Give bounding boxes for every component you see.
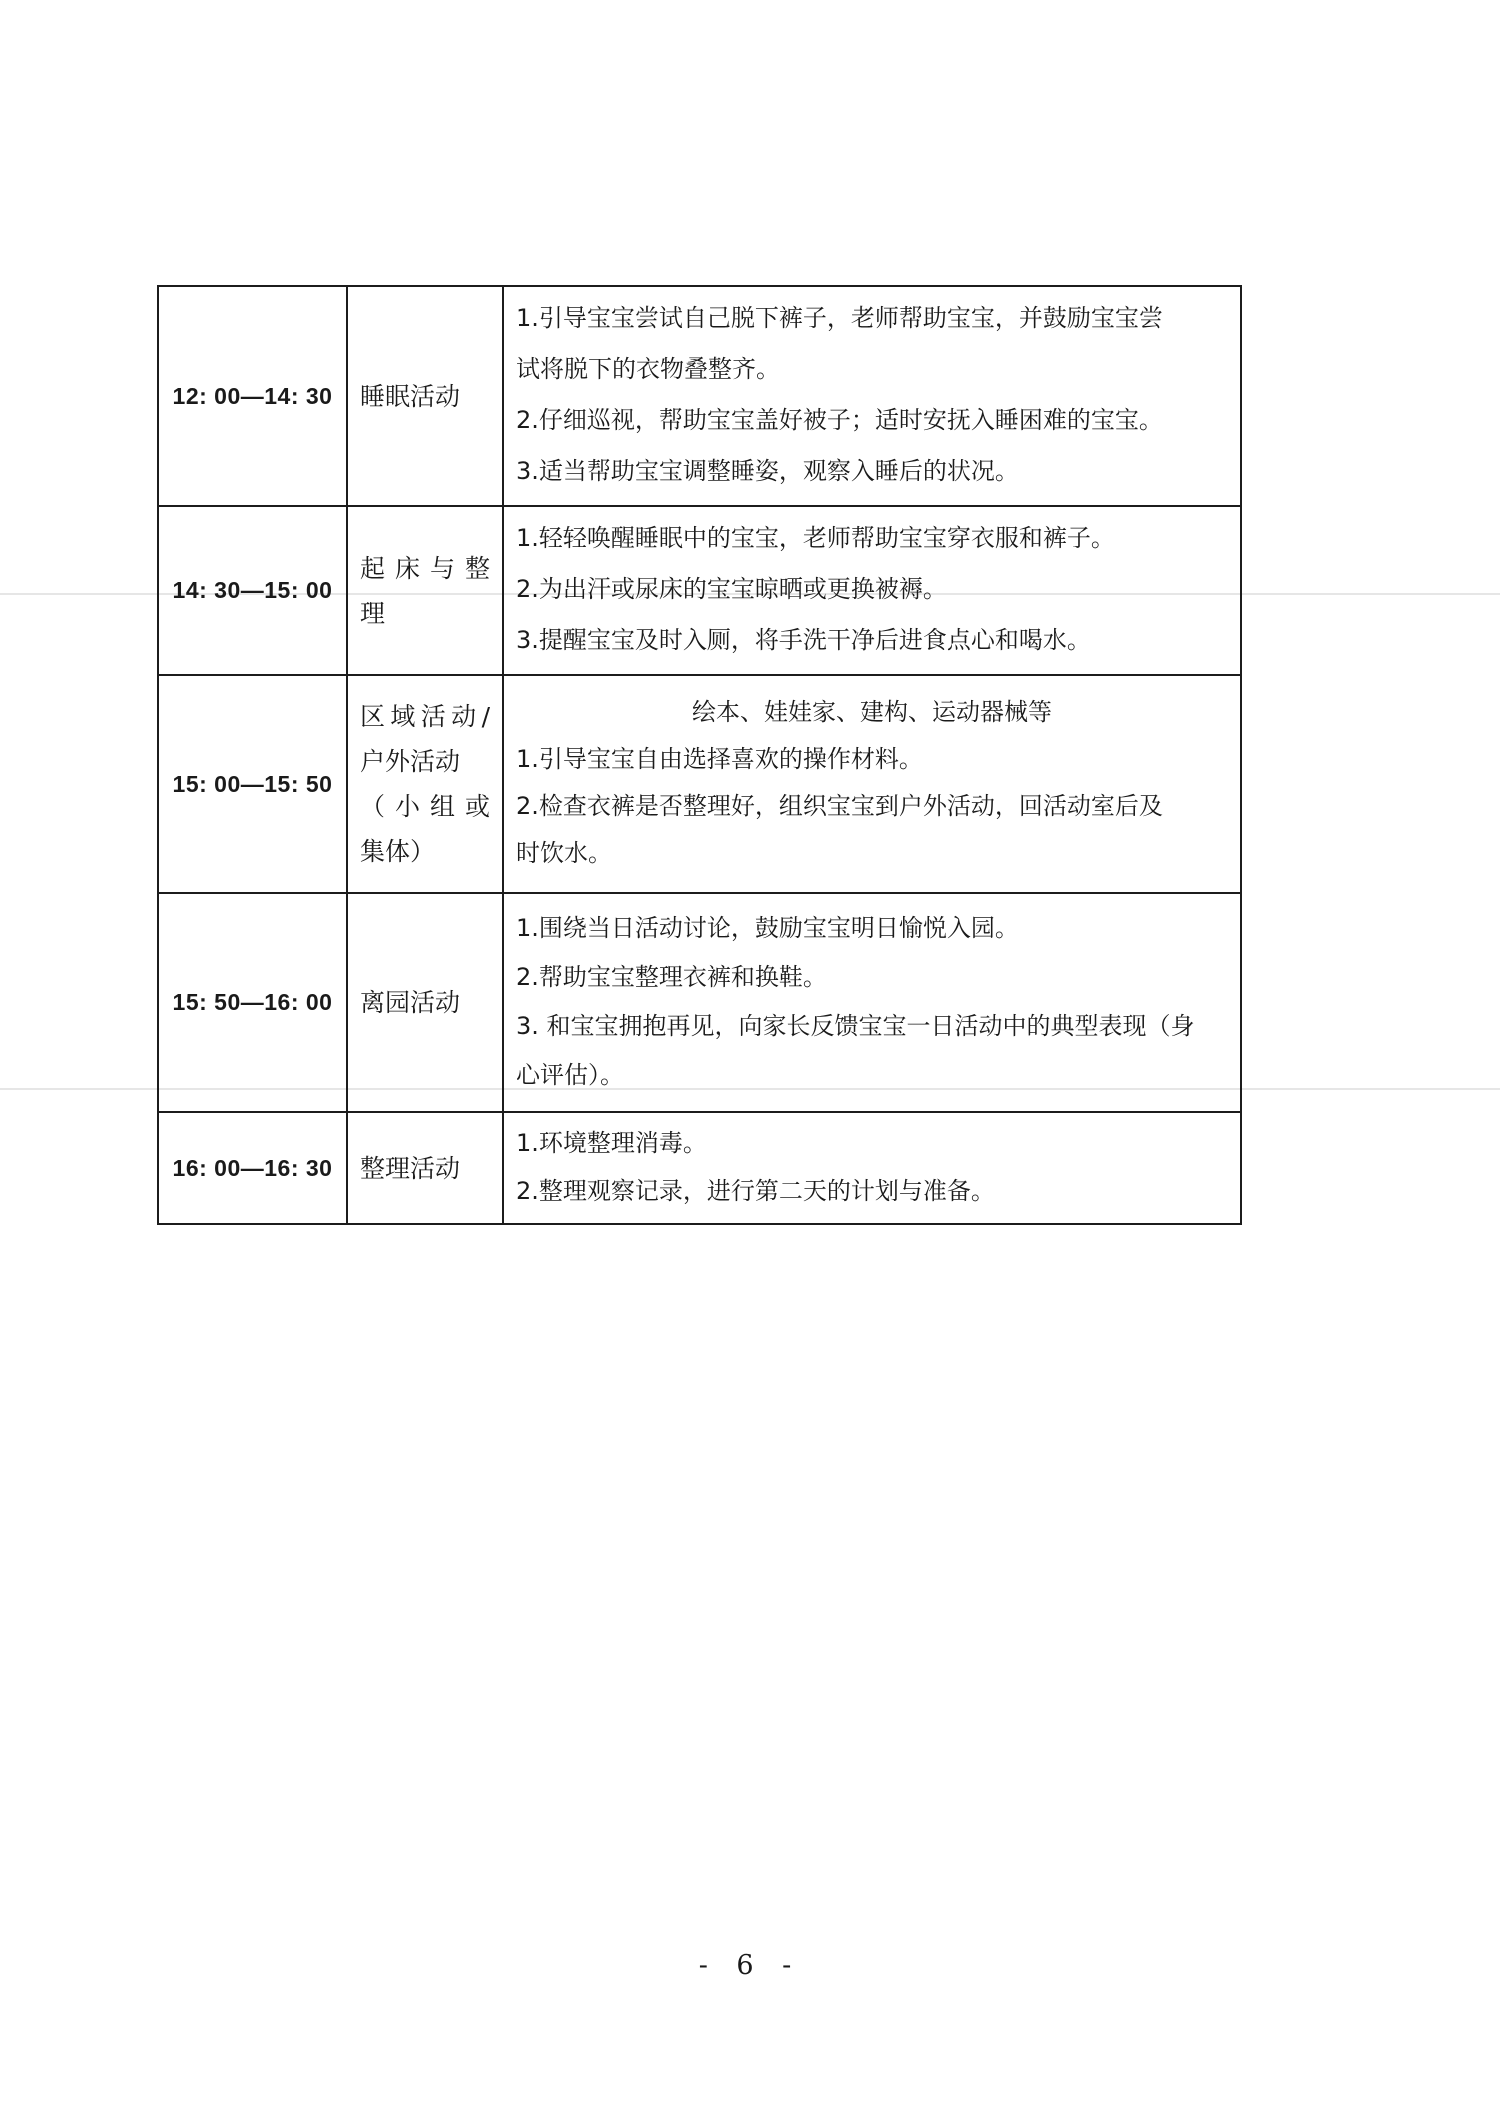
- time-slot: 14: 30—15: 00: [158, 506, 347, 675]
- schedule-row: [158, 1112, 1241, 1224]
- daily-schedule-table: [157, 285, 1242, 1225]
- activity-name-line: 区域活动/: [360, 702, 490, 731]
- activity-name-line: 集体）: [360, 837, 436, 866]
- activity-name-line: （小组或: [360, 792, 490, 821]
- detail-line: 2.整理观察记录，进行第二天的计划与准备。: [516, 1177, 995, 1205]
- detail-line: 心评估）。: [516, 1060, 624, 1089]
- activity-details: [503, 675, 1241, 893]
- detail-line: 时饮水。: [516, 839, 612, 867]
- time-slot: 12: 00—14: 30: [158, 286, 347, 506]
- activity-name: [347, 675, 503, 893]
- detail-line: 试将脱下的衣物叠整齐。: [516, 355, 780, 383]
- detail-line: 3.提醒宝宝及时入厕，将手洗干净后进食点心和喝水。: [516, 626, 1091, 654]
- detail-heading: 绘本、娃娃家、建构、运动器械等: [692, 698, 1052, 726]
- detail-line: 1.引导宝宝自由选择喜欢的操作材料。: [516, 745, 923, 773]
- detail-line: 3. 和宝宝拥抱再见，向家长反馈宝宝一日活动中的典型表现（身: [516, 1011, 1195, 1040]
- detail-line: 1.环境整理消毒。: [516, 1129, 707, 1157]
- detail-line: 3.适当帮助宝宝调整睡姿，观察入睡后的状况。: [516, 457, 1019, 485]
- page-number: - 6 -: [698, 1950, 802, 1981]
- activity-name: 离园活动: [347, 893, 503, 1112]
- detail-line: 1.引导宝宝尝试自己脱下裤子，老师帮助宝宝，并鼓励宝宝尝: [516, 304, 1163, 332]
- time-slot: 15: 00—15: 50: [158, 675, 347, 893]
- activity-details: [503, 1112, 1241, 1224]
- detail-line: 2.帮助宝宝整理衣裤和换鞋。: [516, 962, 827, 991]
- activity-details: [503, 286, 1241, 506]
- activity-name-line: 理: [360, 598, 386, 628]
- activity-name-line: 户外活动: [360, 747, 461, 776]
- detail-line: 2.为出汗或尿床的宝宝晾晒或更换被褥。: [516, 575, 947, 603]
- activity-name-line: 起床与整: [360, 553, 490, 583]
- schedule-row: [158, 506, 1241, 675]
- schedule-row: [158, 675, 1241, 893]
- detail-line: 1.围绕当日活动讨论，鼓励宝宝明日愉悦入园。: [516, 913, 1019, 942]
- activity-name: 睡眠活动: [347, 286, 503, 506]
- detail-line: 2.检查衣裤是否整理好，组织宝宝到户外活动，回活动室后及: [516, 792, 1163, 820]
- activity-details: [503, 506, 1241, 675]
- time-slot: 16: 00—16: 30: [158, 1112, 347, 1224]
- activity-name: 整理活动: [347, 1112, 503, 1224]
- schedule-row: [158, 286, 1241, 506]
- time-slot: 15: 50—16: 00: [158, 893, 347, 1112]
- activity-name: [347, 506, 503, 675]
- schedule-row: [158, 893, 1241, 1112]
- activity-details: [503, 893, 1241, 1112]
- detail-line: 2.仔细巡视，帮助宝宝盖好被子；适时安抚入睡困难的宝宝。: [516, 406, 1163, 434]
- detail-line: 1.轻轻唤醒睡眠中的宝宝，老师帮助宝宝穿衣服和裤子。: [516, 524, 1115, 552]
